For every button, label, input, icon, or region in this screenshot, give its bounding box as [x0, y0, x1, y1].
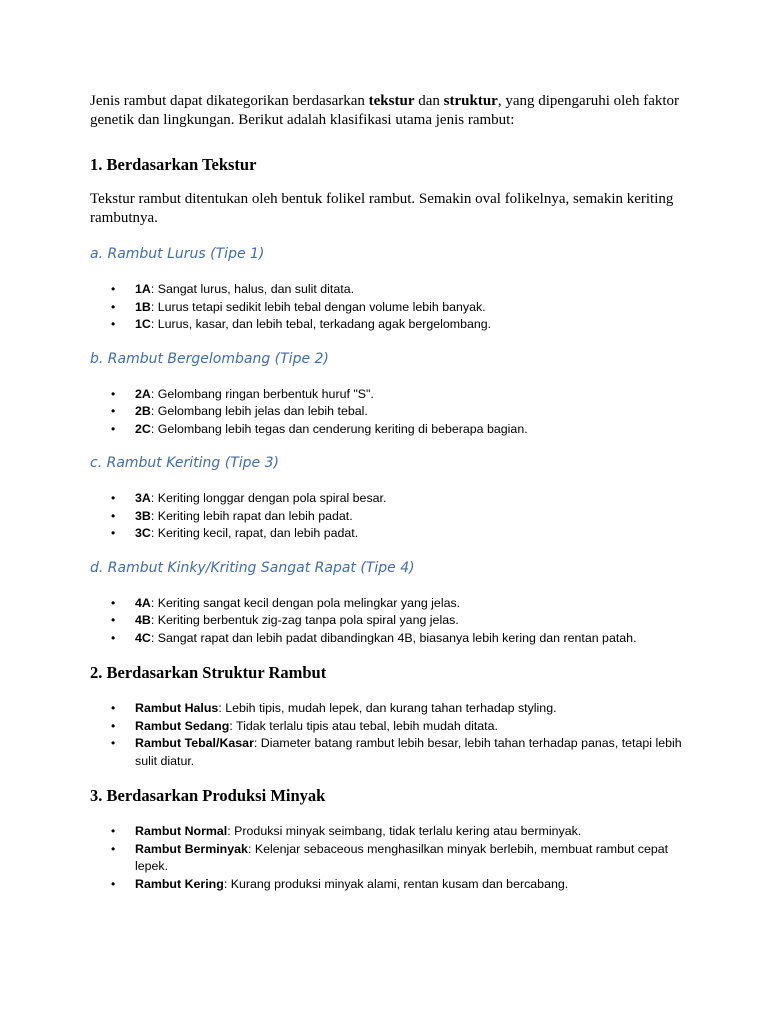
item-text: : Lurus, kasar, dan lebih tebal, terkadang agak bergelombang.	[150, 317, 492, 331]
subsection-b-list	[90, 386, 690, 439]
bullet-icon: •	[111, 824, 116, 838]
item-text: : Sangat rapat dan lebih padat dibandingkan 4B, biasanya lebih kering dan rentan patah.	[150, 630, 637, 645]
item-text: : Keriting longgar dengan pola spiral besar.	[150, 491, 387, 505]
bullet-icon: •	[111, 718, 116, 733]
item-text: : Gelombang lebih jelas dan lebih tebal.	[150, 404, 368, 418]
item-key: 3B	[135, 508, 151, 523]
item-text: : Kurang produksi minyak alami, rentan kusam dan bercabang.	[223, 876, 569, 891]
bullet-icon: •	[111, 736, 116, 750]
bullet-icon: •	[111, 404, 116, 418]
list-item	[90, 718, 690, 736]
item-text: : Kelenjar sebaceous menghasilkan minyak berlebih, membuat rambut cepat lepek.	[135, 841, 669, 873]
subsection-a-list	[90, 281, 690, 334]
section3-list	[90, 823, 690, 893]
bullet-icon: •	[111, 491, 116, 505]
item-key: Rambut Berminyak	[135, 841, 248, 856]
intro-text-1: Jenis rambut dapat dikategorikan berdasarkan	[90, 93, 369, 109]
list-item	[90, 876, 690, 894]
item-key: 4C	[135, 630, 151, 645]
item-key: Rambut Halus	[135, 701, 219, 715]
item-key: 4A	[135, 595, 151, 610]
item-key: 2B	[135, 404, 151, 418]
bullet-icon: •	[111, 508, 116, 523]
bullet-icon: •	[111, 526, 116, 540]
item-key: Rambut Sedang	[135, 718, 230, 733]
item-text: : Gelombang lebih tegas dan cenderung keriting di beberapa bagian.	[150, 421, 528, 436]
list-item	[90, 700, 690, 718]
list-item	[90, 595, 690, 613]
list-item	[90, 316, 690, 334]
list-item	[90, 403, 690, 421]
item-key: 3A	[135, 491, 151, 505]
list-item	[90, 823, 690, 841]
list-item	[90, 299, 690, 317]
bullet-icon: •	[111, 317, 116, 331]
section1-heading: 1. Berdasarkan Tekstur	[90, 155, 257, 174]
item-text: : Produksi minyak seimbang, tidak terlalu kering atau berminyak.	[227, 824, 582, 838]
subsection-a-heading: a. Rambut Lurus (Tipe 1)	[90, 246, 265, 262]
item-text: : Gelombang ringan berbentuk huruf "S".	[150, 386, 374, 401]
section1-paragraph: Tekstur rambut ditentukan oleh bentuk folikel rambut. Semakin oval folikelnya, semakin keriting rambutnya.	[90, 191, 674, 226]
intro-text-2: dan	[414, 93, 444, 109]
item-text: : Lurus tetapi sedikit lebih tebal dengan volume lebih banyak.	[150, 299, 486, 314]
item-text: : Diameter batang rambut lebih besar, lebih tahan terhadap panas, tetapi lebih sulit diatur.	[135, 736, 682, 768]
item-text: : Lebih tipis, mudah lepek, dan kurang tahan terhadap styling.	[218, 701, 557, 715]
list-item	[90, 281, 690, 299]
intro-bold-tekstur: tekstur	[368, 93, 415, 109]
bullet-icon: •	[111, 282, 116, 296]
item-key: 4B	[135, 613, 151, 627]
list-item	[90, 421, 690, 439]
item-key: Rambut Tebal/Kasar	[135, 736, 254, 750]
bullet-icon: •	[111, 876, 116, 891]
subsection-c-heading: c. Rambut Keriting (Tipe 3)	[90, 455, 279, 471]
item-text: : Tidak terlalu tipis atau tebal, lebih mudah ditata.	[229, 718, 498, 733]
list-item	[90, 841, 690, 876]
subsection-b-heading: b. Rambut Bergelombang (Tipe 2)	[90, 350, 329, 367]
intro-paragraph	[90, 92, 690, 130]
section3-heading: 3. Berdasarkan Produksi Minyak	[90, 786, 326, 805]
section2-list	[90, 700, 690, 770]
item-key: Rambut Normal	[135, 824, 228, 838]
bullet-icon: •	[111, 630, 116, 645]
bullet-icon: •	[111, 595, 116, 610]
item-key: 1A	[135, 282, 151, 296]
bullet-icon: •	[111, 386, 116, 401]
bullet-icon: •	[111, 613, 116, 627]
list-item	[90, 630, 690, 648]
item-text: : Keriting sangat kecil dengan pola melingkar yang jelas.	[150, 595, 461, 610]
list-item	[90, 525, 690, 543]
bullet-icon: •	[111, 299, 116, 314]
bullet-icon: •	[111, 421, 116, 436]
item-text: : Keriting lebih rapat dan lebih padat.	[150, 508, 353, 523]
list-item	[90, 612, 690, 630]
list-item	[90, 386, 690, 404]
bullet-icon: •	[111, 701, 116, 715]
list-item	[90, 735, 690, 770]
item-key: 1B	[135, 299, 151, 314]
bullet-icon: •	[111, 841, 116, 856]
document-page	[90, 92, 690, 893]
list-item	[90, 508, 690, 526]
item-key: Rambut Kering	[135, 876, 224, 891]
intro-text-3: , yang dipengaruhi oleh faktor genetik dan lingkungan. Berikut adalah klasifikasi utama jenis rambut:	[90, 93, 680, 128]
item-text: : Keriting kecil, rapat, dan lebih padat.	[150, 526, 359, 540]
subsection-d-heading: d. Rambut Kinky/Kriting Sangat Rapat (Tipe 4)	[90, 559, 415, 576]
item-key: 2A	[135, 386, 151, 401]
item-text: : Keriting berbentuk zig-zag tanpa pola spiral yang jelas.	[150, 613, 459, 627]
intro-bold-struktur: struktur	[443, 93, 498, 109]
item-key: 1C	[135, 317, 151, 331]
item-key: 2C	[135, 421, 151, 436]
item-text: : Sangat lurus, halus, dan sulit ditata.	[150, 282, 355, 296]
section2-heading: 2. Berdasarkan Struktur Rambut	[90, 663, 327, 682]
item-key: 3C	[135, 526, 151, 540]
list-item	[90, 490, 690, 508]
subsection-c-list	[90, 490, 690, 543]
subsection-d-list	[90, 595, 690, 648]
